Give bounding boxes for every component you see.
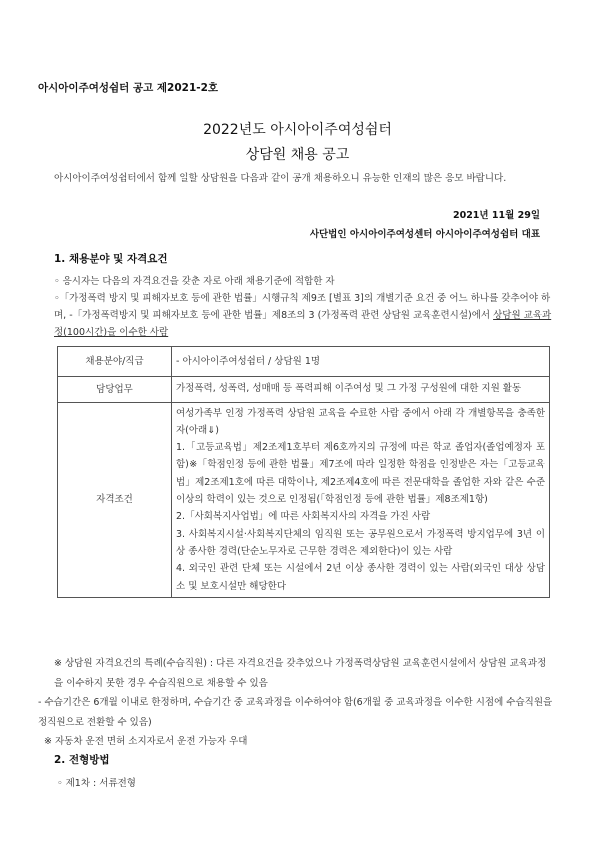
qualification-intro: 여성가족부 인정 가정폭력 상담원 교육을 수료한 사람 중에서 아래 각 개별항목을 충족한 자(아래⇓) — [176, 407, 545, 436]
note-probation: - 수습기간은 6개월 이내로 한정하며, 수습기간 중 교육과정을 이수하여야 함(6개월 중 교육과정을 이수한 시점에 수습직원을 정직원으로 전환할 수 있음) — [38, 697, 553, 728]
qualification-item-1: 1.「고등교육법」제2조제1호부터 제6호까지의 규정에 따른 학교 졸업자(졸업예정자 포함)※「학점인정 등에 관한 법률」제7조에 따라 일정한 학점을 인정받은 자는「고등교육법」제2조제1호에 따른 대학이나, 제2조제4호에 따른 전문대학을 졸업한 자와 같은 수준 이상의 학력이 있는 것으로 인정됨(「학점인정 등에 관한 법률」제8조제1항) — [176, 442, 545, 506]
note-special-case: ※ 상담원 자격요건의 특례(수습직원) : 다른 자격요건을 갖추었으나 가정폭력상담원 교육훈련시설에서 상담원 교육과정을 이수하지 못한 경우 수습직원으로 채용할 수 있음 — [54, 658, 547, 689]
table-label-qualification: 자격조건 — [58, 402, 172, 597]
notice-date: 2021년 11월 29일 — [452, 210, 540, 221]
intro-paragraph: 아시아이주여성쉼터에서 함께 일할 상담원을 다음과 같이 공개 채용하오니 유능한 인재의 많은 응모 바랍니다. — [54, 173, 507, 184]
table-label-duty: 담당업무 — [58, 377, 172, 402]
table-value-qualification — [172, 402, 550, 597]
requirement-line-1: ◦ 응시자는 다음의 자격요건을 갖춘 자로 아래 채용기준에 적합한 자 — [54, 276, 335, 287]
title-line-2: 상담원 채용 공고 — [245, 147, 350, 163]
qualification-item-3: 3. 사회복지시설·사회복지단체의 임직원 또는 공무원으로서 가정폭력 방지업무에 3년 이상 종사한 경력(단순노무자로 근무한 경력은 제외한다)이 있는 사람 — [176, 528, 545, 557]
requirement-line-2-text: ◦「가정폭력 방지 및 피해자보호 등에 관한 법률」시행규칙 제9조 [별표 3]의 개별기준 요건 중 어느 하나를 갖추어야 하며, -「가정폭력방지 및 피해자보호 등에 관한 법률」제8조의 3 (가정폭력 관련 상담원 교육훈련시설)에서 — [54, 293, 551, 321]
recruitment-table — [57, 346, 550, 598]
table-row — [58, 377, 550, 402]
title-line-1: 2022년도 아시아이주여성쉼터 — [203, 122, 392, 138]
table-label-field: 채용분야/직급 — [58, 347, 172, 377]
note-driver-preference: ※ 자동차 운전 면허 소지자로서 운전 가능자 우대 — [44, 736, 248, 748]
section-2-heading: 2. 전형방법 — [54, 754, 110, 766]
organization-name: 사단법인 아시아이주여성센터 아시아이주여성쉼터 대표 — [309, 229, 540, 240]
requirement-line-2 — [54, 290, 554, 341]
table-row — [58, 347, 550, 377]
notice-number: 아시아이주여성쉼터 공고 제2021-2호 — [38, 82, 219, 94]
requirements-text — [54, 273, 554, 341]
qualification-item-4: 4. 외국인 관련 단체 또는 시설에서 2년 이상 종사한 경력이 있는 사람(외국인 대상 상담소 및 보호시설만 해당한다 — [176, 563, 545, 592]
table-value-duty: 가정폭력, 성폭력, 성매매 등 폭력피해 이주여성 및 그 가정 구성원에 대한 지원 활동 — [172, 377, 550, 402]
section-1-heading: 1. 채용분야 및 자격요건 — [54, 253, 168, 265]
qualification-item-2: 2.「사회복지사업법」에 따른 사회복지사의 자격을 가진 사람 — [176, 511, 431, 523]
requirement-underlined-text: 상담원 교육과정(100시간)을 이수한 사람 — [54, 310, 552, 338]
screening-step-1: ◦ 제1차 : 서류전형 — [57, 778, 136, 789]
table-value-field: - 아시아이주여성쉼터 / 상담원 1명 — [172, 347, 550, 377]
notes-block — [38, 654, 554, 752]
table-row — [58, 402, 550, 597]
